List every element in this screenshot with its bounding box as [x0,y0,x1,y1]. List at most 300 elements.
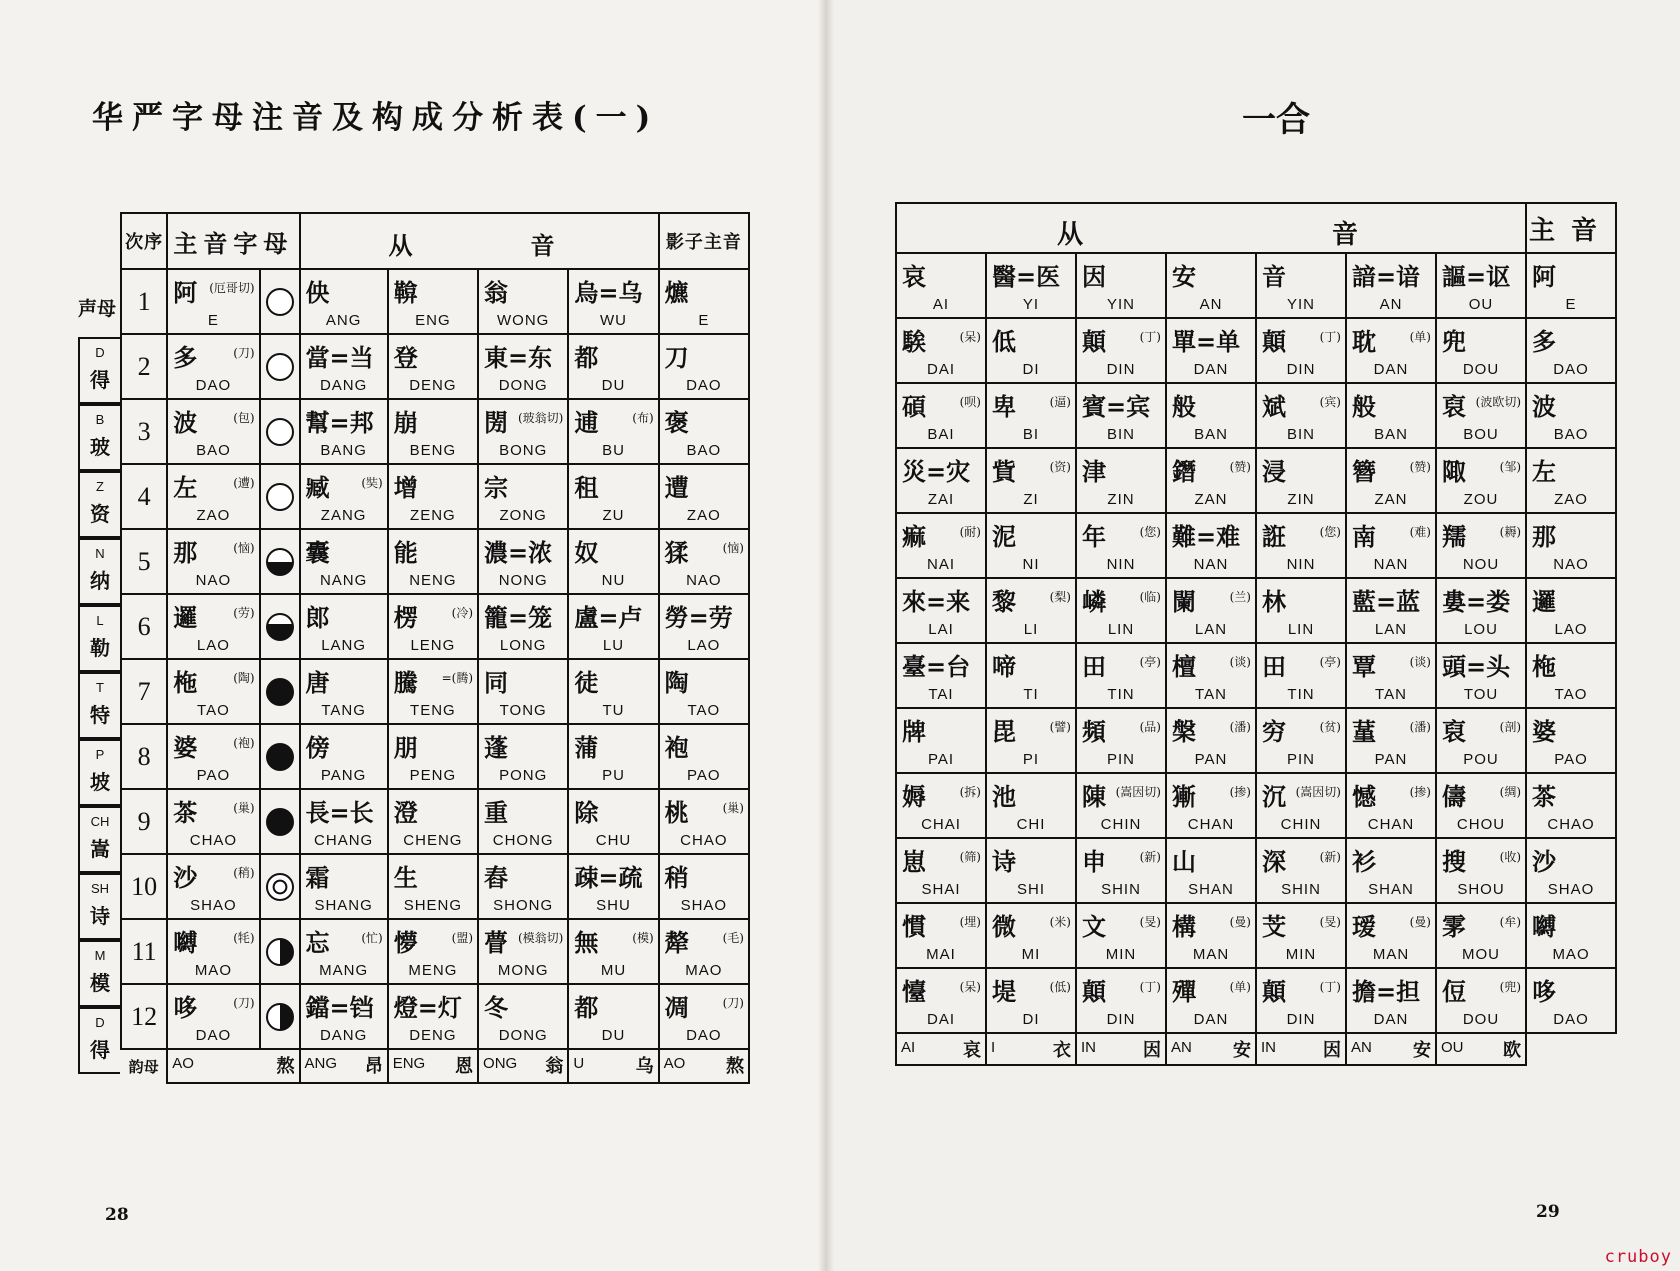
header-cong-a: 从 [388,231,413,260]
vowel-empty-cell [1526,1033,1616,1065]
left-table-row [121,659,749,724]
pinyin: DOU [1462,361,1500,378]
cong-cell [568,724,658,789]
pinyin: CHANG [314,832,374,849]
phonetic-note: (收) [1499,850,1522,864]
cong-cell [478,334,568,399]
cong-cell [896,643,986,708]
pinyin: TI [1023,686,1039,703]
cong-cell [388,789,478,854]
glyph: 逋 [574,408,599,437]
vowel-pinyin: AN [1171,1039,1192,1056]
phonetic-note: (掺) [1409,785,1431,799]
glyph: 長=长 [305,798,374,827]
glyph: 籠=笼 [484,603,553,632]
main-sound-cell [1526,383,1616,448]
vowel-cell [388,1049,478,1083]
phonetic-note: (耐) [959,525,981,539]
glyph: 那 [173,538,198,567]
pinyin: BIN [1286,426,1315,443]
initial-code: P [95,747,105,762]
row-number: 6 [121,594,167,659]
glyph: 斌 [1262,392,1286,421]
phonetic-note: (冷) [451,606,474,620]
pinyin: SHIN [1101,881,1141,898]
cong-cell [986,838,1076,903]
cong-cell [1166,513,1256,578]
glyph: 哀 [902,262,926,291]
phonetic-note: (遭) [233,476,255,490]
right-table-row [896,903,1616,968]
glyph: 覃 [1352,652,1376,681]
glyph: 徒 [574,668,599,697]
initial-glyph: 坡 [90,770,110,794]
glyph: 般 [1172,392,1196,421]
glyph: 冬 [484,993,509,1022]
glyph: 構 [1172,912,1196,941]
glyph: 多 [1532,327,1557,356]
glyph: 郎 [305,603,330,632]
pinyin: NIN [1106,556,1136,573]
glyph: 擔=担 [1352,977,1421,1006]
pinyin: POU [1463,751,1499,768]
main-sound-cell [1526,838,1616,903]
pinyin: ZU [602,507,625,524]
pinyin: MOU [1462,946,1501,963]
pinyin: MANG [319,962,369,979]
glyph: 婆 [173,733,198,762]
vowel-pinyin: AI [901,1039,916,1056]
glyph: 陶 [664,668,689,697]
glyph: 醫=医 [992,262,1061,291]
pinyin: PONG [499,767,548,784]
cong-cell [478,789,568,854]
vowel-pinyin: ANG [304,1055,338,1072]
vowel-glyph: 昂 [364,1056,383,1077]
glyph: 哆 [173,993,198,1022]
glyph: 除 [574,798,599,827]
glyph: 顛 [1262,977,1286,1006]
vowel-glyph: 哀 [963,1040,981,1061]
pinyin: NAN [1373,556,1409,573]
cong-cell [1346,643,1436,708]
vowel-glyph: 衣 [1053,1040,1071,1061]
glyph: 啼 [992,652,1016,681]
glyph: 來=来 [902,587,971,616]
row-number: 2 [121,334,167,399]
cong-cell [1256,318,1346,383]
glyph: 微 [992,912,1016,941]
phonetic-note: (恼) [722,541,744,555]
pinyin: SHAO [190,897,237,914]
pinyin: DAN [1193,361,1229,378]
phonetic-note: (模翁切) [517,931,564,945]
phonetic-note: (丁) [1139,980,1161,994]
glyph: 顛 [1082,977,1106,1006]
cong-cell [478,269,568,334]
cong-cell [388,464,478,529]
vowel-pinyin: ONG [483,1055,518,1072]
pinyin: PENG [409,767,457,784]
cong-cell [300,594,388,659]
glyph: 生 [393,863,418,892]
initial-glyph: 得 [90,1038,110,1062]
glyph: 登 [393,343,418,372]
cong-cell [1076,773,1166,838]
initial-consonant [78,672,120,739]
pinyin: LI [1023,621,1039,638]
cong-cell [986,448,1076,513]
pinyin: PU [602,767,625,784]
cong-cell [1256,383,1346,448]
header-main-letter: 主音字母 [167,213,299,269]
initial-glyph: 特 [90,703,110,727]
main-letter-cell [167,464,259,529]
cong-cell [1346,773,1436,838]
phonetic-note: (低) [1049,980,1071,994]
glyph: 波 [1532,392,1557,421]
pinyin: LIN [1107,621,1135,638]
phonetic-note: (嵩因切) [1295,785,1341,799]
pinyin: LANG [321,637,367,654]
pinyin: DAO [195,377,232,394]
pinyin: NAO [1553,556,1589,573]
pinyin: DIN [1286,361,1316,378]
circle-symbol-icon [266,548,294,576]
circle-symbol-icon [266,938,294,966]
pinyin: NAI [926,556,955,573]
cong-cell [388,984,478,1049]
pinyin: MIN [1105,946,1137,963]
glyph: 騰 [393,668,418,697]
cong-cell [1076,253,1166,318]
row-number: 8 [121,724,167,789]
glyph: 搜 [1442,847,1466,876]
initial-glyph: 模 [90,971,110,995]
left-table-row [121,984,749,1049]
vowel-glyph: 欧 [1503,1040,1522,1061]
glyph: 茶 [173,798,198,827]
glyph: 婆 [1532,717,1557,746]
pinyin: PIN [1286,751,1315,768]
vowel-cell [300,1049,388,1083]
pinyin: NU [601,572,626,589]
cong-cell [1436,383,1526,448]
circle-symbol-icon [266,353,294,381]
pinyin: DAN [1193,1011,1229,1028]
glyph: 疎=疏 [574,863,643,892]
phonetic-note: (新) [1319,850,1341,864]
pinyin: BI [1022,426,1040,443]
cong-cell [896,968,986,1033]
circle-symbol-icon [266,808,294,836]
pinyin: ENG [415,312,451,329]
glyph: 黎 [992,587,1016,616]
cong-cell [1346,578,1436,643]
main-sound-cell [1526,253,1616,318]
glyph: 燈=灯 [393,993,462,1022]
cong-cell [896,838,986,903]
glyph: 婁=娄 [1442,587,1511,616]
pinyin: AN [1379,296,1403,313]
pinyin: MIN [1285,946,1317,963]
cong-cell [1076,578,1166,643]
pinyin: ZAO [196,507,231,524]
phonetic-note: (玻翁切) [517,411,564,425]
watermark-text: cruboy [1604,1247,1672,1267]
pinyin: SHI [1016,881,1045,898]
glyph: 嚩 [1532,912,1557,941]
right-header-cong [896,203,1526,253]
glyph: 顛 [1082,327,1106,356]
circle-symbol-icon [266,873,294,901]
glyph: 沙 [173,863,198,892]
phonetic-note: (逼) [1049,395,1071,409]
phonetic-note: (丁) [1319,330,1341,344]
glyph: 騃 [902,327,926,356]
phonetic-note: (宾) [1319,395,1341,409]
phonetic-note: (绸) [1499,785,1522,799]
cong-cell [986,773,1076,838]
pinyin: E [698,312,710,329]
glyph: 閍 [484,408,509,437]
vowel-glyph: 熬 [726,1056,744,1077]
glyph: 槃 [1172,717,1196,746]
vowel-glyph: 翁 [545,1056,564,1077]
shadow-cell [659,659,749,724]
header-cong-b: 音 [530,231,555,260]
pinyin: MONG [497,962,549,979]
pinyin: BAO [1553,426,1589,443]
pinyin: BAO [196,442,231,459]
phonetic-note: (旻) [1139,915,1161,929]
cong-cell [1436,968,1526,1033]
glyph: 般 [1352,392,1376,421]
phonetic-note: (兰) [1229,590,1251,604]
pinyin: PANG [320,767,367,784]
pinyin: PAO [1554,751,1588,768]
pinyin: YIN [1286,296,1315,313]
glyph: 瞢 [484,928,509,957]
main-sound-cell [1526,578,1616,643]
pinyin: DOU [1462,1011,1500,1028]
pinyin: BAO [686,442,722,459]
left-table-row [121,334,749,399]
cong-cell [896,903,986,968]
main-sound-cell [1526,513,1616,578]
initial-consonant [78,873,120,940]
pinyin: SHAO [680,897,728,914]
glyph: 邏 [1532,587,1557,616]
phonetic-note: (袍) [233,736,255,750]
pinyin: MI [1021,946,1041,963]
vowel-glyph: 因 [1323,1040,1341,1061]
initial-consonant [78,471,120,538]
phonetic-note: (亭) [1319,655,1341,669]
cong-cell [1256,643,1346,708]
vowel-cell [478,1049,568,1083]
book-gutter [818,0,834,1271]
phonetic-note: (潘) [1409,720,1431,734]
pinyin: CHAO [680,832,728,849]
cong-cell [300,334,388,399]
glyph: 賓=宾 [1082,392,1151,421]
phonetic-note: (新) [1139,850,1161,864]
pinyin: SHANG [314,897,373,914]
pinyin: TANG [321,702,366,719]
right-header-main: 主音 [1526,203,1616,253]
glyph: 山 [1172,847,1196,876]
glyph: 袍 [664,733,689,762]
vowel-pinyin: ENG [392,1055,426,1072]
glyph: 褒 [664,408,689,437]
glyph: 懜 [393,928,418,957]
pinyin: SHAI [921,881,961,898]
initial-code: L [96,613,104,628]
pinyin: LAO [687,637,721,654]
phonetic-note: (兜) [1499,980,1522,994]
row-number: 10 [121,854,167,919]
pinyin: TU [602,702,625,719]
pinyin: ZAO [1554,491,1588,508]
pinyin: DENG [409,1027,457,1044]
glyph: 津 [1082,457,1106,486]
pinyin: ANG [325,312,362,329]
pinyin: TIN [1287,686,1315,703]
left-table-row [121,594,749,659]
shadow-cell [659,594,749,659]
glyph: 嚩 [173,928,198,957]
pinyin: LOU [1464,621,1498,638]
glyph: 忘 [305,928,330,957]
header-order: 次序 [121,213,167,269]
header-shadow: 影子主音 [659,213,749,269]
vowel-pinyin: IN [1081,1039,1096,1056]
pinyin: BU [602,442,625,459]
main-sound-cell [1526,318,1616,383]
main-letter-cell [167,659,259,724]
cong-cell [478,399,568,464]
glyph: 楞 [393,603,418,632]
cong-cell [986,903,1076,968]
pinyin: ZIN [1107,491,1135,508]
initial-glyph: 纳 [90,569,110,593]
glyph: 都 [574,343,599,372]
cong-cell [388,399,478,464]
phonetic-note: (奘) [361,476,383,490]
glyph: 茶 [1532,782,1557,811]
cong-cell [300,724,388,789]
pinyin: DI [1022,361,1040,378]
cong-cell [1346,838,1436,903]
glyph: 堤 [992,977,1016,1006]
vowel-glyph: 熬 [276,1056,295,1077]
initial-consonant [78,1007,120,1074]
row-number: 3 [121,399,167,464]
main-letter-cell [167,334,259,399]
pinyin: MAN [1192,946,1230,963]
pinyin: OU [1468,296,1494,313]
cong-cell [568,854,658,919]
cong-cell [1436,903,1526,968]
glyph: 侸 [1442,977,1466,1006]
glyph: 碩 [902,392,926,421]
glyph: 囊 [305,538,330,567]
cong-cell [986,578,1076,643]
glyph: 文 [1082,912,1106,941]
pinyin: NAO [686,572,722,589]
vowel-label: 韵母 [128,1058,159,1076]
cong-cell [388,529,478,594]
vowel-cell [1076,1033,1166,1065]
pinyin: LU [602,637,625,654]
vowel-cell [1256,1033,1346,1065]
cong-cell [300,789,388,854]
pinyin: CHU [595,832,632,849]
main-sound-cell [1526,773,1616,838]
shadow-cell [659,334,749,399]
glyph: 牌 [902,717,926,746]
circle-symbol-icon [266,743,294,771]
cong-cell [1436,708,1526,773]
pinyin: BONG [499,442,548,459]
phonetic-note: (您) [1319,525,1341,539]
cong-cell [300,984,388,1049]
glyph: 崽 [902,847,926,876]
phonetic-note: (谈) [1409,655,1431,669]
shadow-cell [659,789,749,854]
glyph: 爊 [664,278,689,307]
glyph: 舂 [484,863,509,892]
phonetic-note: (赞) [1409,460,1431,474]
vowel-pinyin: I [991,1039,996,1056]
glyph: 奴 [574,538,599,567]
phonetic-note: (刀) [722,996,744,1010]
glyph: 諳=谙 [1352,262,1421,291]
glyph: 痲 [902,522,926,551]
glyph: 能 [393,538,418,567]
vowel-pinyin: IN [1261,1039,1276,1056]
cong-cell [478,464,568,529]
glyph: 申 [1082,847,1106,876]
pinyin: BANG [320,442,367,459]
glyph: 蒲 [574,733,599,762]
cong-cell [1436,838,1526,903]
pinyin: TOU [1463,686,1499,703]
cong-cell [986,383,1076,448]
pinyin: WONG [497,312,550,329]
glyph: 臺=台 [902,652,971,681]
phonetic-note: (旻) [1319,915,1341,929]
glyph: 桃 [664,798,689,827]
left-table-row [121,399,749,464]
glyph: 音 [1262,262,1286,291]
phonetic-note: (邹) [1499,460,1522,474]
glyph: 貲 [992,457,1016,486]
glyph: 難=难 [1172,522,1241,551]
glyph: 哆 [1532,977,1557,1006]
tone-symbol-cell [260,464,300,529]
right-vowel-row [896,1033,1616,1065]
circle-symbol-icon [266,613,294,641]
initial-code: Z [96,479,104,494]
phonetic-note: (赞) [1229,460,1251,474]
circle-symbol-icon [266,483,294,511]
glyph: 左 [173,473,198,502]
glyph: 衫 [1352,847,1376,876]
glyph: 阿 [173,278,198,307]
glyph: 租 [574,473,599,502]
